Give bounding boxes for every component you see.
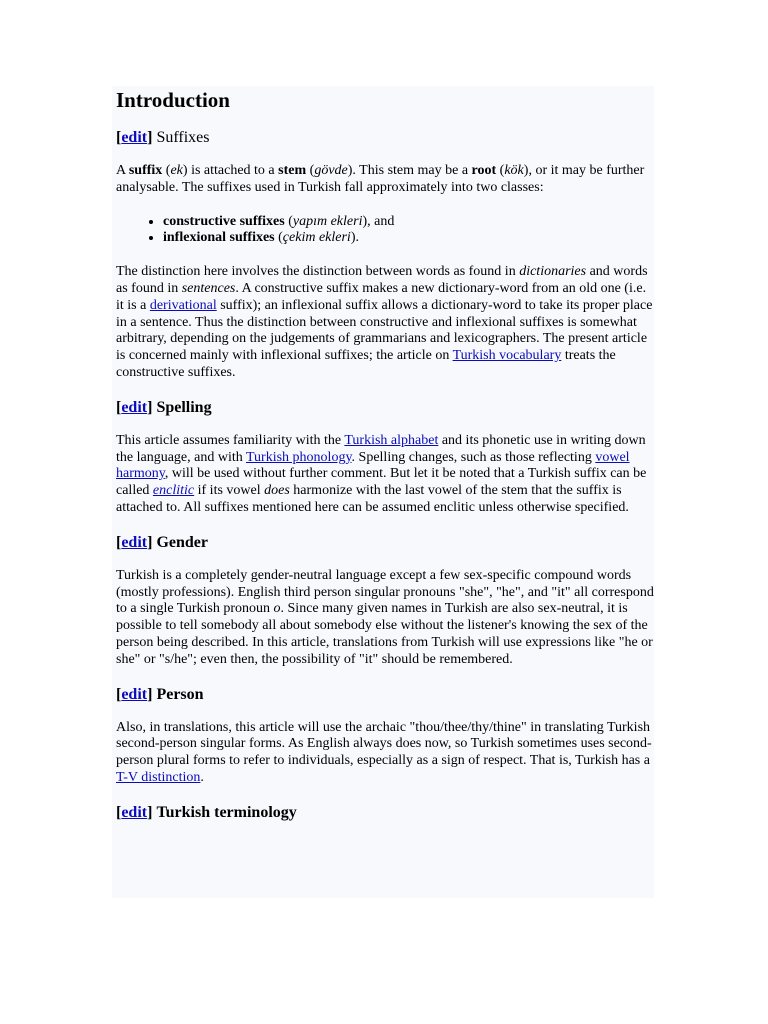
link-tv-distinction[interactable]: T-V distinction [116,769,201,785]
text-run: ), or it may be further analysable. The suffixes used in Turkish fall approximately into two classes: [116,163,645,195]
text-run: ( [306,163,315,178]
paragraph-gender [116,568,656,669]
term-stem: stem [278,163,307,178]
text-run: Also, in translations, this article will use the archaic "thou/thee/thy/thine" in translating Turkish second-person singular forms. As English always does now, so Turkish sometimes uses second-person plural forms to refer to individuals, especially as a sign of respect. That is, Turkish has a [116,719,652,769]
edit-link-terminology[interactable]: edit [121,803,148,821]
edit-bracket: [edit] [116,398,153,416]
text-run: The distinction here involves the distinction between words as found in [116,264,520,280]
text-run: . Since many given names in Turkish are also sex-neutral, it is possible to tell somebody all about somebody else without the listener's knowing the sex of the person being described. In this article, translations from Turkish will use expressions like "he or she" or "s/he"; even then, the possibility of "it" should be remembered. [116,601,653,667]
section-title-person: Person [156,685,204,703]
text-run: ( [496,163,505,178]
text-run: Turkish is a completely gender-neutral language except a few sex-specific compound words (mostly professions). English third person singular pronouns "she", "he", and "it" all correspond to a single Turkish pronoun [116,567,654,617]
text-run: This article assumes familiarity with the [116,432,345,448]
text-run: and its phonetic use in writing down the language, and with [116,432,646,465]
section-title-suffixes: Suffixes [156,129,210,146]
emphasis-pronoun-o: o [273,601,281,617]
text-run: ). This stem may be a [347,163,472,178]
text-run: ) is attached to a [182,163,279,178]
class-term: constructive suffixes [163,213,285,229]
text-run: ). [350,230,359,246]
suffix-classes-list [116,214,656,248]
text-run: and words as found in [116,264,648,296]
text-run: . Spelling changes, such as those reflecting [351,449,596,465]
emphasis-does: does [264,483,290,499]
section-title-terminology: Turkish terminology [156,803,297,821]
term-ek: ek [170,163,183,178]
edit-bracket: [edit] [116,129,153,146]
edit-link-suffixes[interactable]: edit [121,129,148,146]
edit-bracket: [edit] [116,685,153,703]
link-vowel-harmony[interactable]: vowel harmony [116,449,630,482]
article-body [116,88,656,822]
text-run: suffix); an inflexional suffix allows a dictionary-word to take its proper place in a sentence. Thus the distinction between constructive and inflexional suffixes is somewhat arbitrary, depending on the judgements of grammarians and lexicographers. The present article is concerned mainly with inflexional suffixes; the article on [116,297,653,364]
text-run: if its vowel [194,483,265,499]
class-native-term: çekim ekleri [282,230,351,246]
link-enclitic[interactable] [153,483,194,498]
text-run: harmonize with the last vowel of the stem that the suffix is attached to. All suffixes mentioned here can be assumed enclitic unless otherwise specified. [116,483,629,515]
emphasis-sentences: sentences [181,280,236,296]
text-run: A [116,163,129,178]
section-heading-person [116,685,656,704]
link-derivational[interactable]: derivational [149,297,217,313]
text-run: treats the constructive suffixes. [116,348,616,380]
text-run: , will be used without further comment. But let it be noted that a Turkish suffix can be called [116,466,647,499]
term-suffix: suffix [128,163,163,178]
link-enclitic-text: enclitic [152,483,195,499]
paragraph-person [116,720,656,787]
link-turkish-alphabet[interactable]: Turkish alphabet [344,432,439,448]
term-root: root [471,163,497,178]
edit-link-spelling[interactable]: edit [121,398,148,416]
page-title: Introduction [116,88,230,112]
text-run: ( [162,163,171,178]
edit-link-person[interactable]: edit [121,685,148,703]
paragraph-distinction [116,264,656,382]
paragraph-spelling [116,433,656,517]
class-term: inflexional suffixes [163,230,275,246]
link-turkish-vocabulary[interactable]: Turkish vocabulary [452,348,562,364]
section-heading-gender [116,533,656,552]
edit-link-gender[interactable]: edit [121,533,148,551]
term-govde: gövde [314,163,348,178]
text-run: ( [284,213,293,229]
section-title-spelling: Spelling [156,398,212,416]
term-kok: kök [504,163,524,178]
edit-bracket: [edit] [116,803,153,821]
edit-bracket: [edit] [116,533,153,551]
list-item [163,230,656,247]
text-run: . A constructive suffix makes a new dictionary-word from an old one (i.e. it is a [116,280,647,313]
class-native-term: yapım ekleri [292,213,363,229]
section-heading-suffixes [116,128,656,147]
section-heading-spelling [116,398,656,417]
text-run: . [200,769,204,785]
link-turkish-phonology[interactable]: Turkish phonology [246,449,352,465]
section-title-gender: Gender [156,533,208,551]
text-run: ( [274,230,283,246]
emphasis-dictionaries: dictionaries [519,264,587,280]
list-item [163,214,656,231]
paragraph-suffix-definition [116,163,656,197]
section-heading-terminology [116,803,656,822]
text-run: ), and [362,213,395,229]
